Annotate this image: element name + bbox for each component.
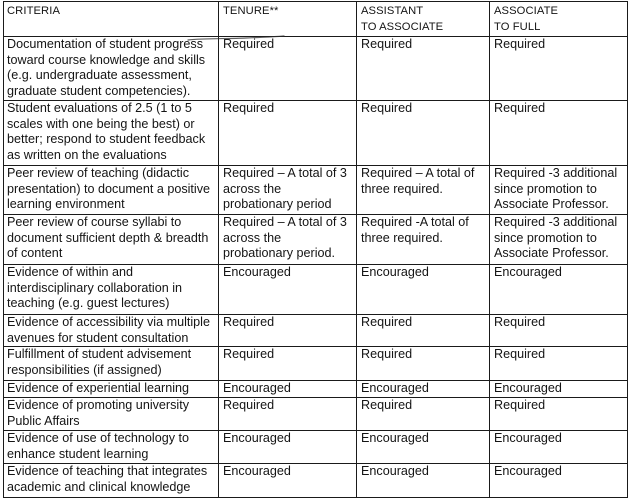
tenure-cell: Required xyxy=(219,101,357,166)
associate-to-full-cell: Encouraged xyxy=(490,431,628,464)
associate-to-full-cell: Required xyxy=(490,398,628,431)
tenure-cell: Encouraged xyxy=(219,464,357,498)
criteria-cell: Documentation of student progress toward course knowledge and skills (e.g. undergraduate assessment, graduate student competencies). xyxy=(4,37,219,101)
assistant-to-associate-cell: Encouraged xyxy=(357,265,490,315)
associate-to-full-cell: Encouraged xyxy=(490,464,628,498)
header-assistant-to-associate: ASSISTANT TO ASSOCIATE xyxy=(357,2,490,37)
criteria-cell: Fulfillment of student advisement responsibilities (if assigned) xyxy=(4,347,219,381)
associate-to-full-cell: Encouraged xyxy=(490,381,628,398)
tenure-cell: Required xyxy=(219,347,357,381)
tenure-cell: Required – A total of 3 across the probationary period xyxy=(219,166,357,215)
assistant-to-associate-cell: Encouraged xyxy=(357,381,490,398)
tenure-cell: Required xyxy=(219,315,357,347)
criteria-cell: Evidence of promoting university Public Affairs xyxy=(4,398,219,431)
criteria-cell: Peer review of teaching (didactic presentation) to document a positive learning environment xyxy=(4,166,219,215)
tenure-cell: Encouraged xyxy=(219,381,357,398)
assistant-to-associate-cell: Required xyxy=(357,315,490,347)
associate-to-full-cell: Required -3 additional since promotion to Associate Professor. xyxy=(490,215,628,265)
criteria-cell: Evidence of teaching that integrates academic and clinical knowledge xyxy=(4,464,219,498)
associate-to-full-cell: Required xyxy=(490,315,628,347)
assistant-to-associate-cell: Required -A total of three required. xyxy=(357,215,490,265)
assistant-to-associate-cell: Required xyxy=(357,101,490,166)
criteria-cell: Evidence of experiential learning xyxy=(4,381,219,398)
associate-to-full-cell: Required xyxy=(490,37,628,101)
tenure-cell: Encouraged xyxy=(219,265,357,315)
criteria-cell: Evidence of use of technology to enhance student learning xyxy=(4,431,219,464)
assistant-to-associate-cell: Required – A total of three required. xyxy=(357,166,490,215)
tenure-cell: Required xyxy=(219,398,357,431)
assistant-to-associate-cell: Required xyxy=(357,37,490,101)
associate-to-full-cell: Required -3 additional since promotion to Associate Professor. xyxy=(490,166,628,215)
associate-to-full-cell: Encouraged xyxy=(490,265,628,315)
tenure-cell: Required – A total of 3 across the probationary period. xyxy=(219,215,357,265)
tenure-cell: Required xyxy=(219,37,357,101)
assistant-to-associate-cell: Required xyxy=(357,398,490,431)
header-associate-to-full: ASSOCIATE TO FULL xyxy=(490,2,628,37)
criteria-cell: Evidence of accessibility via multiple avenues for student consultation xyxy=(4,315,219,347)
assistant-to-associate-cell: Encouraged xyxy=(357,464,490,498)
associate-to-full-cell: Required xyxy=(490,101,628,166)
criteria-cell: Peer review of course syllabi to document sufficient depth & breadth of content xyxy=(4,215,219,265)
header-criteria: CRITERIA xyxy=(4,2,219,37)
criteria-cell: Student evaluations of 2.5 (1 to 5 scales with one being the best) or better; respond to student feedback as written on the evaluations xyxy=(4,101,219,166)
associate-to-full-cell: Required xyxy=(490,347,628,381)
tenure-cell: Encouraged xyxy=(219,431,357,464)
criteria-table xyxy=(3,1,628,498)
assistant-to-associate-cell: Encouraged xyxy=(357,431,490,464)
assistant-to-associate-cell: Required xyxy=(357,347,490,381)
header-tenure: TENURE** xyxy=(219,2,357,37)
criteria-cell: Evidence of within and interdisciplinary collaboration in teaching (e.g. guest lectures) xyxy=(4,265,219,315)
